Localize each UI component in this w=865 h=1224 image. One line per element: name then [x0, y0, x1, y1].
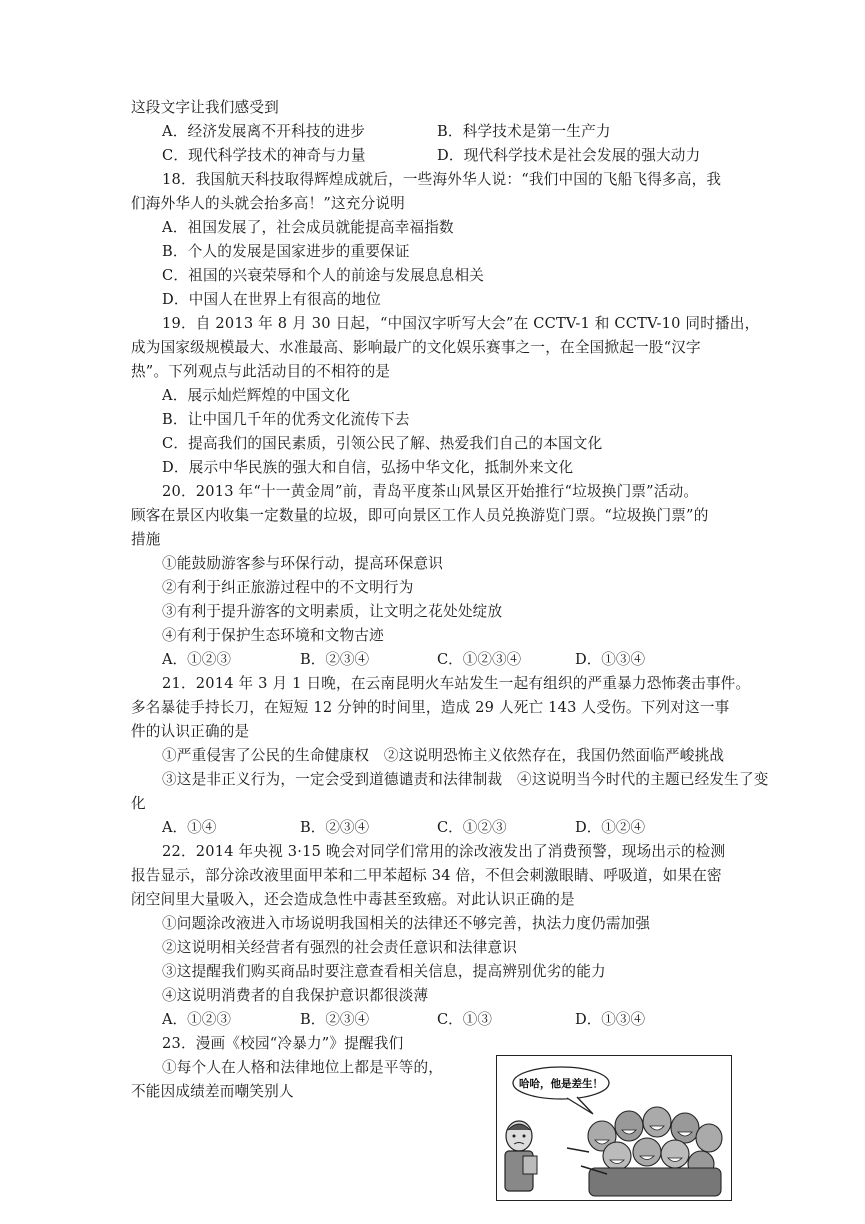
text-line: B．科学技术是第一生产力 [437, 123, 611, 140]
answer-option: C．①③ [437, 1011, 492, 1028]
answer-option: A．①②③ [162, 1011, 231, 1028]
text-line: ①严重侵害了公民的生命健康权 ②这说明恐怖主义依然存在，我国仍然面临严峻挑战 [162, 747, 725, 764]
text-line: 21．2014 年 3 月 1 日晚，在云南昆明火车站发生一起有组织的严重暴力恐怖袭击事件。 [162, 675, 751, 692]
text-line: ③这提醒我们购买商品时要注意查看相关信息，提高辨别优劣的能力 [162, 963, 606, 980]
text-line: ③这是非正义行为，一定会受到道德谴责和法律制裁 ④这说明当今时代的主题已经发生了变 [162, 771, 769, 788]
text-line: ①每个人在人格和法律地位上都是平等的， [162, 1059, 444, 1076]
answer-option: B．②③④ [300, 651, 370, 668]
answer-option: D．①③④ [575, 651, 646, 668]
answer-option: D．①②④ [575, 819, 646, 836]
cartoon-drawing [497, 1056, 730, 1199]
text-line: 顾客在景区内收集一定数量的垃圾，即可向景区工作人员兑换游览门票。“垃圾换门票”的 [131, 507, 709, 524]
text-line: 不能因成绩差而嘲笑别人 [131, 1083, 294, 1100]
answer-option: B．②③④ [300, 819, 370, 836]
text-line: D．中国人在世界上有很高的地位 [162, 291, 382, 308]
answer-option: C．①②③ [437, 819, 507, 836]
answer-option: D．①③④ [575, 1011, 646, 1028]
text-line: 措施 [131, 531, 161, 548]
text-line: B．个人的发展是国家进步的重要保证 [162, 243, 410, 260]
text-line: 22．2014 年央视 3·15 晚会对同学们常用的涂改液发出了消费预警，现场出示的检测 [162, 843, 726, 860]
text-line: ③有利于提升游客的文明素质，让文明之花处处绽放 [162, 603, 503, 620]
cartoon-illustration [496, 1055, 732, 1201]
text-line: A．展示灿烂辉煌的中国文化 [162, 387, 351, 404]
text-line: 化 [131, 795, 146, 812]
text-line: A．祖国发展了，社会成员就能提高幸福指数 [162, 219, 454, 236]
text-line: ①问题涂改液进入市场说明我国相关的法律还不够完善，执法力度仍需加强 [162, 915, 651, 932]
answer-option: B．②③④ [300, 1011, 370, 1028]
text-line: 多名暴徒手持长刀，在短短 12 分钟的时间里，造成 29 人死亡 143 人受伤。下列对这一事 [131, 699, 730, 716]
text-line: 件的认识正确的是 [131, 723, 250, 740]
text-line: ②有利于纠正旅游过程中的不文明行为 [162, 579, 414, 596]
text-line: 23．漫画《校园“冷暴力”》提醒我们 [162, 1035, 404, 1052]
text-line: 报告显示，部分涂改液里面甲苯和二甲苯超标 34 倍，不但会刺激眼睛、呼吸道，如果在密 [131, 867, 722, 884]
text-line: A．经济发展离不开科技的进步 [162, 123, 366, 140]
text-line: ②这说明相关经营者有强烈的社会责任意识和法律意识 [162, 939, 518, 956]
answer-option: A．①④ [162, 819, 217, 836]
text-line: 热”。下列观点与此活动目的不相符的是 [131, 363, 391, 380]
text-line: ④这说明消费者的自我保护意识都很淡薄 [162, 987, 429, 1004]
answer-option: C．①②③④ [437, 651, 522, 668]
text-line: 这段文字让我们感受到 [131, 99, 279, 116]
text-line: ①能鼓励游客参与环保行动，提高环保意识 [162, 555, 444, 572]
text-line: 闭空间里大量吸入，还会造成急性中毒甚至致癌。对此认识正确的是 [131, 891, 575, 908]
text-line: ④有利于保护生态环境和文物古迹 [162, 627, 384, 644]
text-line: C．提高我们的国民素质，引领公民了解、热爱我们自己的本国文化 [162, 435, 603, 452]
text-line: C．祖国的兴衰荣辱和个人的前途与发展息息相关 [162, 267, 485, 284]
text-line: 20．2013 年“十一黄金周”前，青岛平度茶山风景区开始推行“垃圾换门票”活动。 [162, 483, 699, 500]
answer-option: A．①②③ [162, 651, 231, 668]
text-line: B．让中国几千年的优秀文化流传下去 [162, 411, 410, 428]
text-line: 19．自 2013 年 8 月 30 日起，“中国汉字听写大会”在 CCTV-1 和 CCTV-10 同时播出， [162, 315, 760, 332]
speech-bubble-text: 哈哈，他是差生！ [519, 1078, 603, 1090]
text-line: 们海外华人的头就会抬多高！”这充分说明 [131, 195, 405, 212]
text-line: D．展示中华民族的强大和自信，弘扬中华文化，抵制外来文化 [162, 459, 574, 476]
text-line: C．现代科学技术的神奇与力量 [162, 147, 366, 164]
text-line: 成为国家级规模最大、水准最高、影响最广的文化娱乐赛事之一，在全国掀起一股“汉字 [131, 339, 701, 356]
text-line: D．现代科学技术是社会发展的强大动力 [437, 147, 701, 164]
text-line: 18．我国航天科技取得辉煌成就后，一些海外华人说：“我们中国的飞船飞得多高，我 [162, 171, 722, 188]
